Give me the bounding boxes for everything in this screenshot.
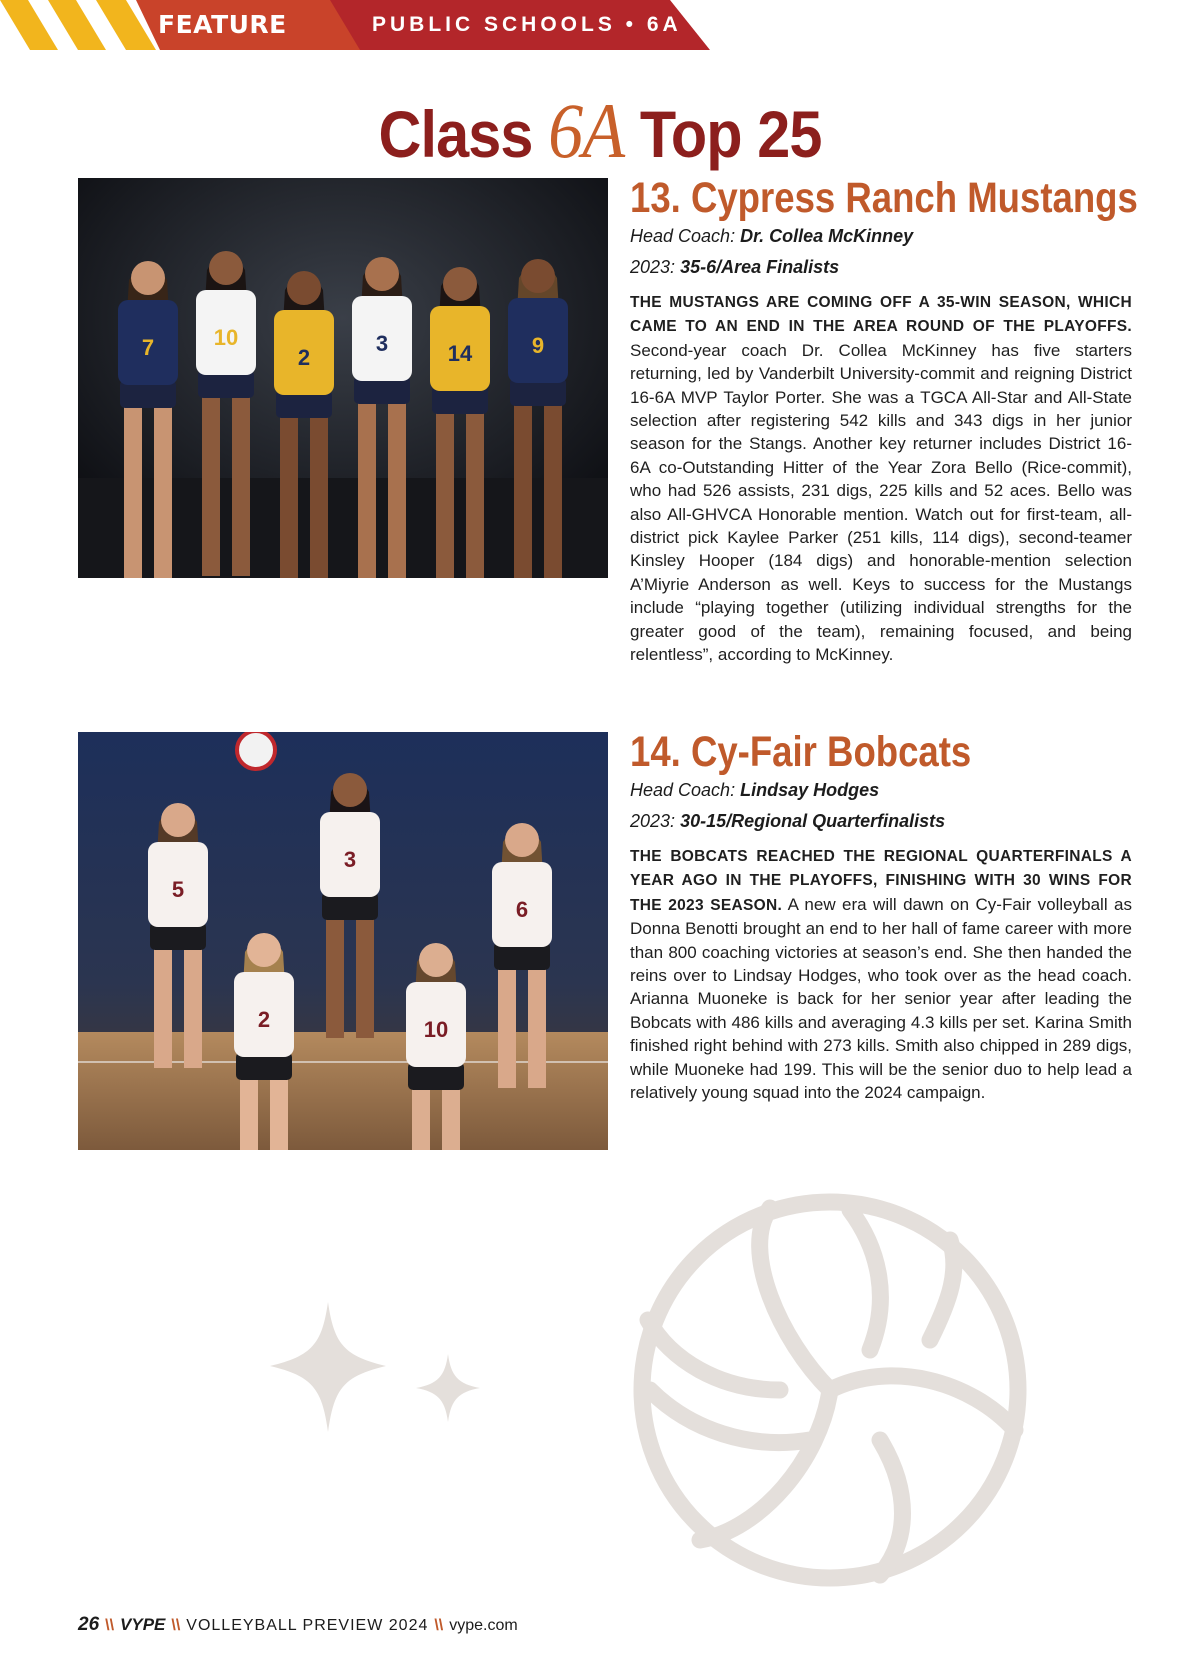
- jersey-number: 10: [213, 325, 239, 350]
- jersey-number: 6: [515, 897, 529, 922]
- footer-separator: \\: [171, 1617, 181, 1634]
- page-title: [60, 86, 1140, 176]
- team-body: [630, 844, 1132, 1104]
- team-photo-cy-fair: [78, 732, 608, 1150]
- coach-label: Head Coach:: [630, 226, 736, 246]
- coach-line: [630, 780, 879, 801]
- volleyball-icon: [237, 732, 275, 769]
- team-photo-illustration: [78, 178, 608, 578]
- team-body: [630, 290, 1132, 667]
- jersey-number: 9: [531, 333, 545, 358]
- team-photo-cypress-ranch: [78, 178, 608, 578]
- team-lead: THE BOBCATS REACHED THE REGIONAL QUARTERFINALS A YEAR AGO IN THE PLAYOFFS, FINISHING WITH 30 WINS FOR THE 2023 SEASON.: [630, 848, 1132, 914]
- team-photo-illustration: [78, 732, 608, 1150]
- team-heading: 14. Cy-Fair Bobcats: [630, 728, 972, 776]
- brand-logo: VYPE: [120, 1615, 166, 1634]
- jersey-number: 14: [447, 341, 473, 366]
- publication-name: VOLLEYBALL PREVIEW 2024: [186, 1617, 429, 1634]
- jersey-number: 2: [297, 345, 311, 370]
- jersey-number: 10: [423, 1017, 449, 1042]
- jersey-number: 5: [171, 877, 185, 902]
- feature-label: FEATURE: [158, 10, 287, 39]
- coach-line: [630, 226, 913, 247]
- header-banner: [0, 0, 710, 50]
- record-label: 2023:: [630, 257, 676, 277]
- jersey-number: 3: [375, 331, 389, 356]
- team-body-text: A new era will dawn on Cy-Fair volleyball as Donna Benotti brought an end to her hall of fame career with more than 800 coaching victories at season’s end. She then handed the reins over to Lindsay Hodges, who took over as the head coach. Arianna Muoneke is back for her senior year after leading the Bobcats with 486 kills and averaging 4.3 kills per set. Karina Smith finished right behind with 273 kills. Smith also chipped in 289 digs, while Muoneke had 199. This will be the senior duo to help lead a relatively young squad into the 2024 campaign.: [630, 894, 1132, 1103]
- team-body-text: Second-year coach Dr. Collea McKinney has five starters returning, led by Vanderbilt University-commit and reigning District 16-6A MVP Taylor Porter. She was a TGCA All-Star and All-State selection after registering 542 kills and 343 digs in her junior season for the Stangs. Another key returner includes District 16-6A co-Outstanding Hitter of the Year Zora Bello (Rice-commit), who had 526 assists, 231 digs, 225 kills and 52 aces. Bello was also All-GHVCA Honorable mention. Watch out for first-team, all-district pick Kaylee Parker (251 kills, 114 digs), second-teamer Kinsley Hooper (184 digs) and honorable-mention selection A’Miyrie Anderson as well. Keys to success for the Mustangs include “playing together (utilizing individual strengths for the greater good of the team), remaining focused, and being relentless”, according to McKinney.: [630, 340, 1132, 665]
- record-line: [630, 257, 839, 278]
- team-heading: 13. Cypress Ranch Mustangs: [630, 174, 1138, 222]
- team-lead: THE MUSTANGS ARE COMING OFF A 35-WIN SEASON, WHICH CAME TO AN END IN THE AREA ROUND OF THE PLAYOFFS.: [630, 294, 1132, 336]
- footer-separator: \\: [105, 1617, 115, 1634]
- record-value: 35-6/Area Finalists: [680, 257, 840, 277]
- volleyball-icon: [630, 1190, 1030, 1590]
- record-value: 30-15/Regional Quarterfinalists: [680, 811, 946, 831]
- page-title-accent: 6A: [548, 87, 625, 174]
- jersey-number: 7: [141, 335, 155, 360]
- page-number: 26: [78, 1614, 100, 1635]
- record-label: 2023:: [630, 811, 676, 831]
- coach-label: Head Coach:: [630, 780, 736, 800]
- sparkle-icon: [270, 1300, 500, 1440]
- page-title-after: Top 25: [624, 97, 822, 171]
- page-footer: [78, 1614, 518, 1636]
- coach-name: Dr. Collea McKinney: [740, 226, 914, 246]
- website-link[interactable]: vype.com: [449, 1617, 518, 1634]
- page-title-before: Class: [378, 97, 549, 171]
- section-label: PUBLIC SCHOOLS • 6A: [372, 13, 682, 36]
- jersey-number: 2: [257, 1007, 271, 1032]
- coach-name: Lindsay Hodges: [740, 780, 880, 800]
- footer-separator: \\: [434, 1617, 444, 1634]
- jersey-number: 3: [343, 847, 357, 872]
- record-line: [630, 811, 945, 832]
